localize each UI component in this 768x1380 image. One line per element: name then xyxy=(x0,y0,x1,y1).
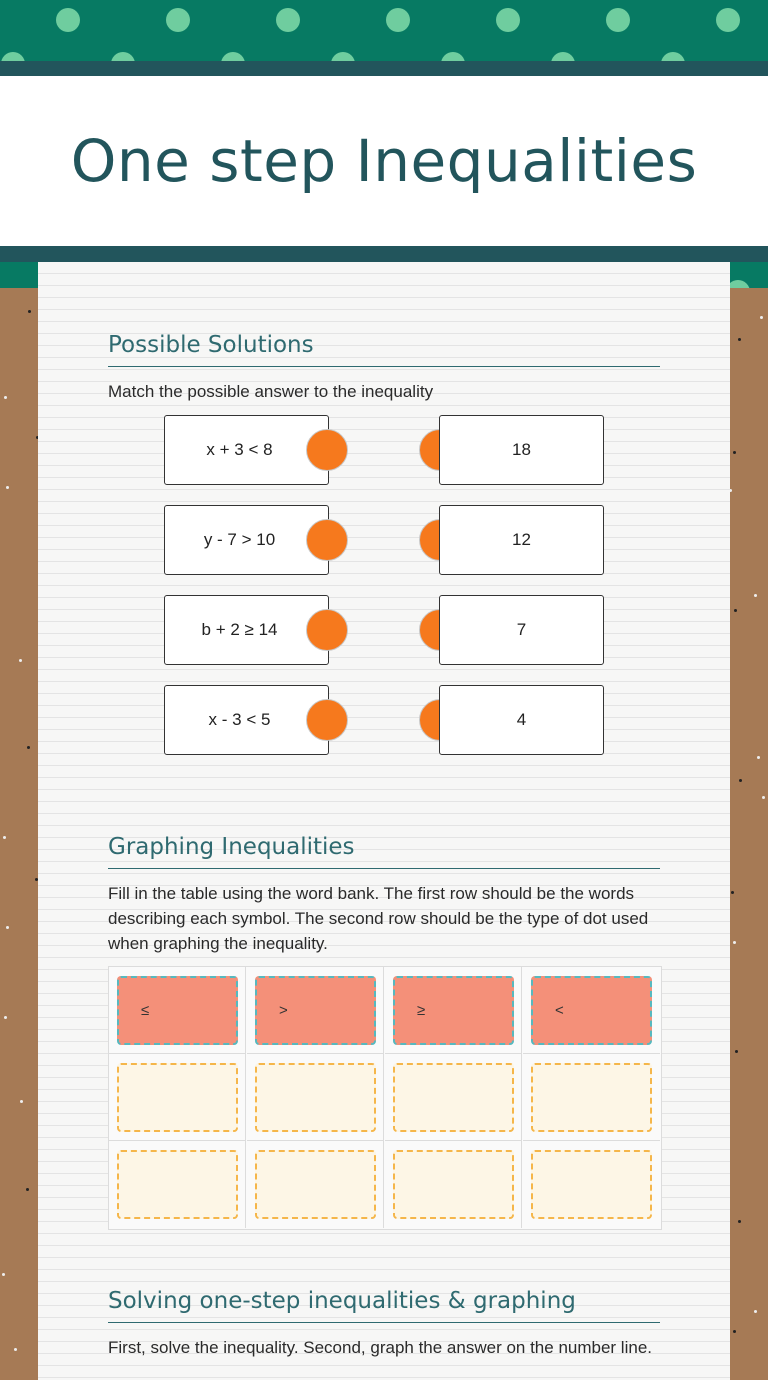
page-title: One step Inequalities xyxy=(70,127,698,195)
cork-speck xyxy=(735,1050,738,1053)
polka-dot xyxy=(496,8,520,32)
section-heading-graphing: Graphing Inequalities xyxy=(108,834,660,869)
table-cell xyxy=(385,967,522,1054)
polka-dot xyxy=(331,52,355,61)
drop-zone-dot-type[interactable] xyxy=(255,1150,376,1219)
polka-dot xyxy=(606,8,630,32)
cork-speck xyxy=(762,796,765,799)
match-right-item[interactable]: 4 xyxy=(439,685,604,755)
header-band xyxy=(0,61,768,76)
match-right-item[interactable]: 7 xyxy=(439,595,604,665)
match-right-item[interactable]: 18 xyxy=(439,415,604,485)
polka-dot xyxy=(276,8,300,32)
match-left-item[interactable]: x + 3 < 8 xyxy=(164,415,329,485)
table-cell xyxy=(385,1141,522,1228)
cork-speck xyxy=(757,756,760,759)
table-cell xyxy=(523,967,660,1054)
cork-speck xyxy=(731,891,734,894)
symbol-chip[interactable]: ≤ xyxy=(117,976,238,1045)
cork-speck xyxy=(2,1273,5,1276)
table-cell xyxy=(109,967,246,1054)
cork-speck xyxy=(19,659,22,662)
polka-dot xyxy=(386,8,410,32)
cork-speck xyxy=(14,1348,17,1351)
table-cell xyxy=(109,1141,246,1228)
table-cell xyxy=(247,1054,384,1141)
polka-dot xyxy=(441,52,465,61)
cork-speck xyxy=(6,486,9,489)
cork-speck xyxy=(738,338,741,341)
title-band xyxy=(0,246,768,262)
polka-dot xyxy=(716,8,740,32)
cork-speck xyxy=(26,1188,29,1191)
table-cell xyxy=(109,1054,246,1141)
cork-speck xyxy=(734,609,737,612)
polka-dot xyxy=(221,52,245,61)
match-left-connector[interactable] xyxy=(306,699,348,741)
section-instructions-matching: Match the possible answer to the inequality xyxy=(108,382,434,401)
cork-speck xyxy=(760,316,763,319)
cork-speck xyxy=(733,1330,736,1333)
header-polka-banner xyxy=(0,0,768,61)
polka-dot xyxy=(56,8,80,32)
section-instructions-graphing: Fill in the table using the word bank. The first row should be the words describing each symbol. The second row should be the type of dot used when graphing the inequality. xyxy=(108,884,649,953)
section-instructions-solving: First, solve the inequality. Second, graph the answer on the number line. xyxy=(108,1338,652,1357)
polka-dot xyxy=(111,52,135,61)
cork-speck xyxy=(20,1100,23,1103)
polka-dot xyxy=(551,52,575,61)
cork-speck xyxy=(4,396,7,399)
drop-zone-description[interactable] xyxy=(117,1063,238,1132)
title-area xyxy=(0,76,768,246)
match-left-connector[interactable] xyxy=(306,609,348,651)
match-left-item[interactable]: x - 3 < 5 xyxy=(164,685,329,755)
worksheet-paper xyxy=(38,262,730,1380)
cork-speck xyxy=(3,836,6,839)
symbol-chip[interactable]: ≥ xyxy=(393,976,514,1045)
cork-speck xyxy=(754,594,757,597)
table-cell xyxy=(523,1141,660,1228)
drop-zone-description[interactable] xyxy=(255,1063,376,1132)
cork-speck xyxy=(27,746,30,749)
drop-zone-dot-type[interactable] xyxy=(117,1150,238,1219)
drop-zone-dot-type[interactable] xyxy=(393,1150,514,1219)
polka-dot xyxy=(661,52,685,61)
cork-speck xyxy=(733,941,736,944)
section-heading-solving: Solving one-step inequalities & graphing xyxy=(108,1288,660,1323)
match-left-connector[interactable] xyxy=(306,519,348,561)
table-cell xyxy=(523,1054,660,1141)
drop-zone-description[interactable] xyxy=(531,1063,652,1132)
drop-zone-dot-type[interactable] xyxy=(531,1150,652,1219)
match-left-item[interactable]: b + 2 ≥ 14 xyxy=(164,595,329,665)
cork-speck xyxy=(739,779,742,782)
cork-speck xyxy=(6,926,9,929)
symbol-chip[interactable]: > xyxy=(255,976,376,1045)
cork-speck xyxy=(754,1310,757,1313)
drag-drop-table xyxy=(108,966,662,1230)
table-cell xyxy=(247,1141,384,1228)
symbol-chip[interactable]: < xyxy=(531,976,652,1045)
drop-zone-description[interactable] xyxy=(393,1063,514,1132)
polka-dot xyxy=(1,52,25,61)
polka-dot xyxy=(166,8,190,32)
match-right-item[interactable]: 12 xyxy=(439,505,604,575)
section-heading-possible-solutions: Possible Solutions xyxy=(108,332,660,367)
cork-speck xyxy=(738,1220,741,1223)
table-cell xyxy=(385,1054,522,1141)
cork-speck xyxy=(28,310,31,313)
match-left-item[interactable]: y - 7 > 10 xyxy=(164,505,329,575)
match-left-connector[interactable] xyxy=(306,429,348,471)
cork-speck xyxy=(733,451,736,454)
cork-speck xyxy=(4,1016,7,1019)
table-cell xyxy=(247,967,384,1054)
